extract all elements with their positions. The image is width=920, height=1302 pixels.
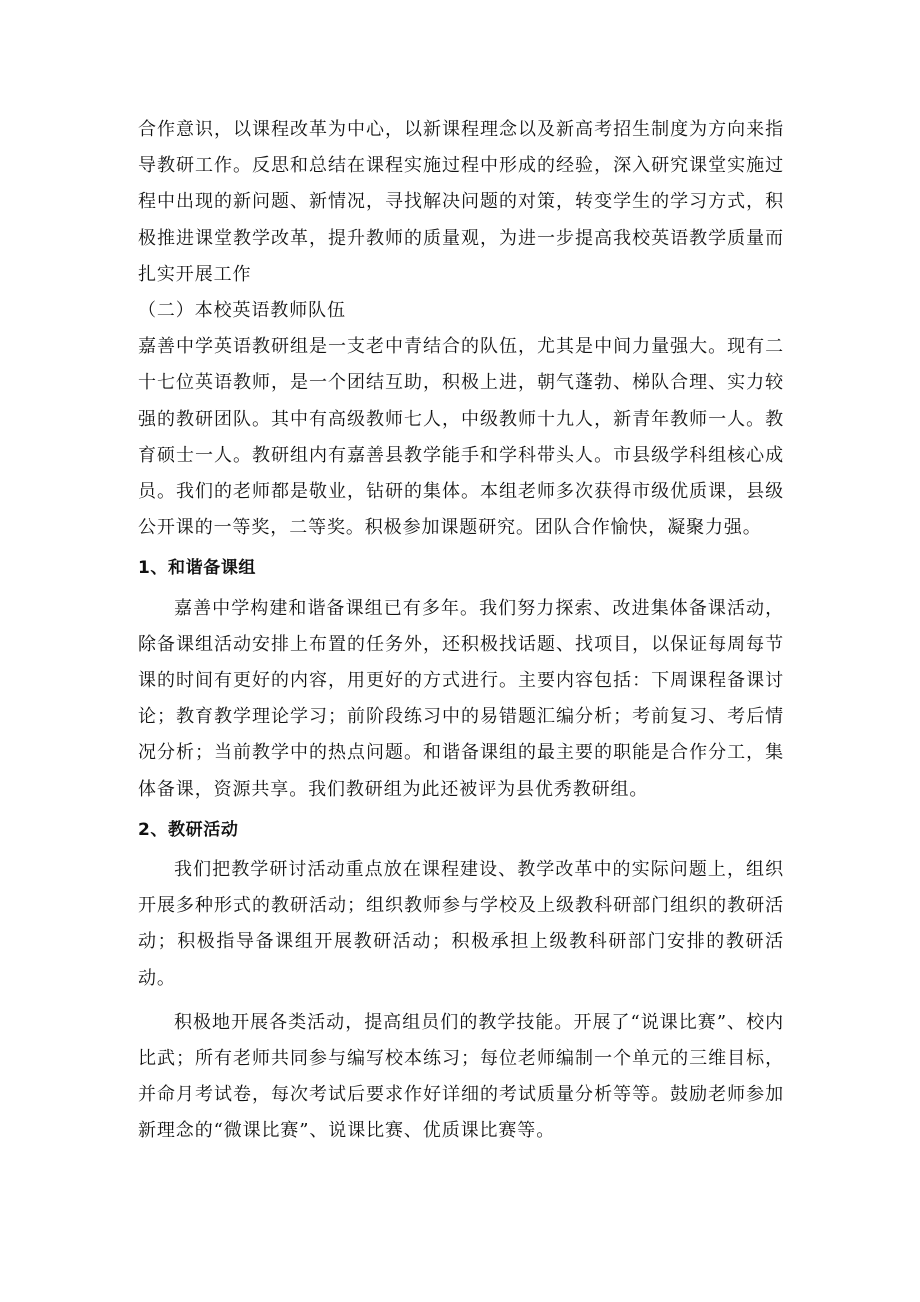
section-title-teacher-team: （二）本校英语教师队伍 [138,300,346,322]
paragraph-activities: 积极地开展各类活动，提高组员们的教学技能。开展了“说课比赛”、校内比武；所有老师共同参与编写校本练习；每位老师编制一个单元的三维目标，并命月考试卷，每次考试后要求作好详细的考试质量分析等等。鼓励老师参加新理念的“微课比赛”、说课比赛、优质课比赛等。 [138,1011,784,1142]
heading-harmonious-lesson-group: 1、和谐备课组 [138,558,257,579]
document-page [138,112,784,1150]
heading-research-activities: 2、教研活动 [138,819,239,840]
paragraph-research-focus: 我们把教学研讨活动重点放在课程建设、教学改革中的实际问题上，组织开展多种形式的教研活动；组织教师参与学校及上级教科研部门组织的教研活动；积极指导备课组开展教研活动；积极承担上级教科研部门安排的教研活动。 [138,859,784,989]
paragraph-lesson-group: 嘉善中学构建和谐备课组已有多年。我们努力探索、改进集体备课活动，除备课组活动安排上布置的任务外，还积极找话题、找项目，以保证每周每节课的时间有更好的内容，用更好的方式进行。主要内容包括：下周课程备课讨论；教育教学理论学习；前阶段练习中的易错题汇编分析；考前复习、考后情况分析；当前教学中的热点问题。和谐备课组的最主要的职能是合作分工，集体备课，资源共享。我们教研组为此还被评为县优秀教研组。 [138,597,784,800]
paragraph-intro-continued: 合作意识，以课程改革为中心，以新课程理念以及新高考招生制度为方向来指导教研工作。反思和总结在课程实施过程中形成的经验，深入研究课堂实施过程中出现的新问题、新情况，寻找解决问题的对策，转变学生的学习方式，积极推进课堂教学改革，提升教师的质量观，为进一步提高我校英语教学质量而扎实开展工作 [138,119,784,285]
paragraph-teacher-team: 嘉善中学英语教研组是一支老中青结合的队伍，尤其是中间力量强大。现有二十七位英语教师，是一个团结互助，积极上进，朝气蓬勃、梯队合理、实力较强的教研团队。其中有高级教师七人，中级教师十九人，新青年教师一人。教育硕士一人。教研组内有嘉善县教学能手和学科带头人。市县级学科组核心成员。我们的老师都是敬业，钻研的集体。本组老师多次获得市级优质课，县级公开课的一等奖，二等奖。积极参加课题研究。团队合作愉快，凝聚力强。 [138,336,784,539]
